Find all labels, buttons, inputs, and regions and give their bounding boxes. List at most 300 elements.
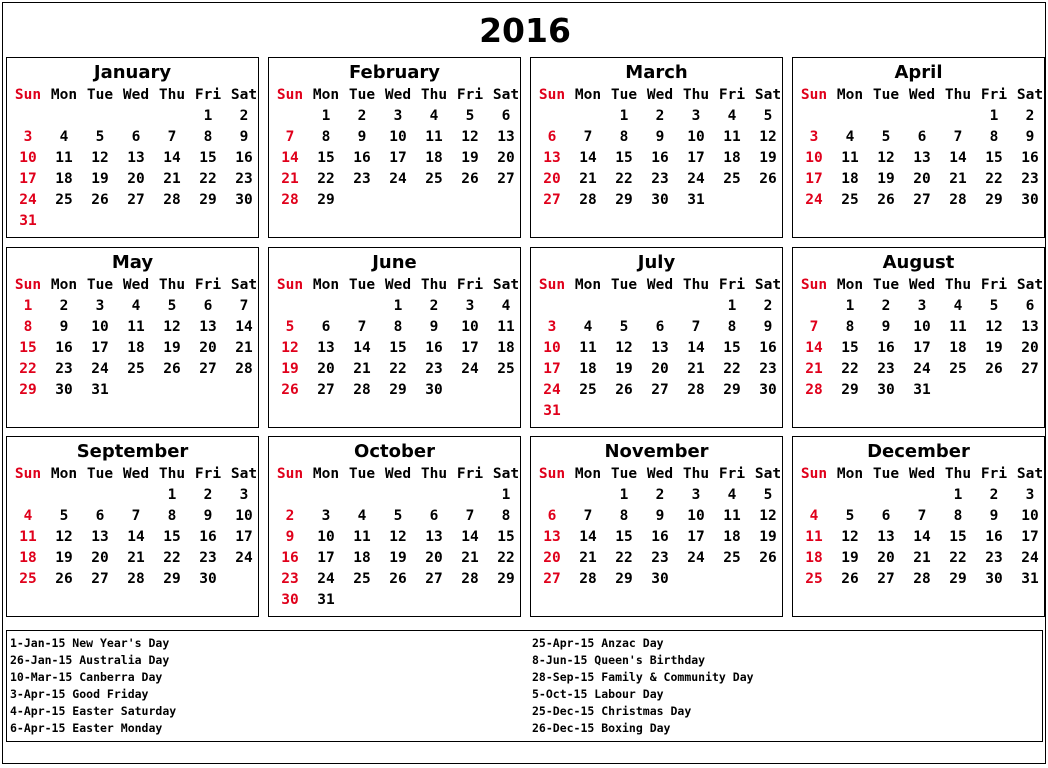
day-cell: 18 <box>127 340 145 356</box>
day-cell: 24 <box>19 192 37 208</box>
day-cell: 13 <box>425 529 443 545</box>
day-cell: 28 <box>281 192 299 208</box>
day-cell: 6 <box>131 129 141 145</box>
day-cell: 14 <box>235 319 253 335</box>
day-cell: 18 <box>723 150 741 166</box>
weekday-label: Sat <box>492 277 520 293</box>
month-may <box>6 247 259 428</box>
day-cell: 28 <box>949 192 967 208</box>
week-row <box>796 148 1044 169</box>
day-cell: 29 <box>949 571 967 587</box>
weekday-label: Wed <box>384 87 412 103</box>
day-cell: 6 <box>547 129 557 145</box>
day-cell: 5 <box>465 108 475 124</box>
weekday-label: Sun <box>538 277 566 293</box>
day-cell: 1 <box>393 298 403 314</box>
day-cell: 2 <box>285 508 295 524</box>
weekday-label: Sun <box>14 466 42 482</box>
day-cell: 29 <box>841 382 859 398</box>
day-cell: 29 <box>497 571 515 587</box>
day-cell: 29 <box>163 571 181 587</box>
day-cell: 19 <box>759 150 777 166</box>
day-cell: 7 <box>239 298 249 314</box>
day-cell: 25 <box>805 571 823 587</box>
day-cell: 24 <box>687 171 705 187</box>
week-row <box>10 106 258 127</box>
day-cell: 22 <box>317 171 335 187</box>
day-cell: 30 <box>759 382 777 398</box>
week-row <box>272 127 520 148</box>
weekday-label: Thu <box>944 87 972 103</box>
month-february <box>268 57 521 238</box>
weekday-label: Tue <box>86 466 114 482</box>
day-cell: 7 <box>583 129 593 145</box>
day-cell: 18 <box>55 171 73 187</box>
day-cell: 1 <box>619 487 629 503</box>
day-cell: 12 <box>841 529 859 545</box>
weekday-label: Fri <box>718 277 746 293</box>
day-cell: 19 <box>985 340 1003 356</box>
day-cell: 10 <box>91 319 109 335</box>
day-cell: 13 <box>913 150 931 166</box>
day-cell: 1 <box>727 298 737 314</box>
week-row <box>534 338 782 359</box>
weekday-label: Mon <box>836 466 864 482</box>
week-row <box>272 338 520 359</box>
day-cell: 12 <box>163 319 181 335</box>
weekday-label: Tue <box>348 466 376 482</box>
weekday-label: Mon <box>312 277 340 293</box>
week-row <box>534 527 782 548</box>
day-cell: 31 <box>913 382 931 398</box>
day-cell: 1 <box>321 108 331 124</box>
day-cell: 27 <box>877 571 895 587</box>
day-cell: 28 <box>687 382 705 398</box>
weekday-label: Fri <box>980 466 1008 482</box>
day-cell: 2 <box>881 298 891 314</box>
day-cell: 8 <box>845 319 855 335</box>
day-cell: 13 <box>317 340 335 356</box>
day-cell: 30 <box>425 382 443 398</box>
day-cell: 6 <box>881 508 891 524</box>
day-cell: 12 <box>461 129 479 145</box>
weekday-label: Sun <box>276 466 304 482</box>
day-cell: 16 <box>199 529 217 545</box>
day-cell: 28 <box>353 382 371 398</box>
weekday-label: Thu <box>420 87 448 103</box>
day-cell: 30 <box>651 192 669 208</box>
week-row <box>10 527 258 548</box>
day-cell: 11 <box>723 508 741 524</box>
day-cell: 17 <box>543 361 561 377</box>
day-cell: 1 <box>619 108 629 124</box>
week-row <box>10 359 258 380</box>
month-name: January <box>93 62 172 83</box>
month-january <box>6 57 259 238</box>
day-cell: 1 <box>845 298 855 314</box>
day-cell: 12 <box>759 129 777 145</box>
day-cell: 29 <box>317 192 335 208</box>
weekday-label: Sun <box>14 87 42 103</box>
day-cell: 7 <box>167 129 177 145</box>
weekday-label: Sat <box>230 87 258 103</box>
day-cell: 13 <box>651 340 669 356</box>
day-cell: 5 <box>881 129 891 145</box>
day-cell: 3 <box>809 129 819 145</box>
day-cell: 1 <box>203 108 213 124</box>
day-cell: 13 <box>497 129 515 145</box>
weekday-header-row <box>534 85 782 106</box>
holiday-column-left <box>10 635 510 737</box>
week-row <box>10 169 258 190</box>
day-cell: 28 <box>913 571 931 587</box>
day-cell: 29 <box>985 192 1003 208</box>
day-cell: 3 <box>917 298 927 314</box>
day-cell: 12 <box>759 508 777 524</box>
day-cell: 3 <box>465 298 475 314</box>
holiday-list <box>6 630 1043 742</box>
day-cell: 10 <box>461 319 479 335</box>
day-cell: 2 <box>357 108 367 124</box>
day-cell: 14 <box>913 529 931 545</box>
day-cell: 9 <box>655 129 665 145</box>
day-cell: 7 <box>917 508 927 524</box>
weekday-label: Fri <box>456 466 484 482</box>
day-cell: 15 <box>19 340 37 356</box>
weekday-label: Fri <box>194 87 222 103</box>
weekday-header-row <box>272 464 520 485</box>
day-cell: 16 <box>55 340 73 356</box>
holiday-item: 8-Jun-15 Queen's Birthday <box>532 653 706 667</box>
day-cell: 22 <box>949 550 967 566</box>
month-name: October <box>354 441 435 462</box>
day-cell: 7 <box>583 508 593 524</box>
day-cell: 20 <box>543 550 561 566</box>
day-cell: 8 <box>989 129 999 145</box>
day-cell: 25 <box>353 571 371 587</box>
day-cell: 7 <box>131 508 141 524</box>
day-cell: 22 <box>723 361 741 377</box>
day-cell: 5 <box>763 108 773 124</box>
day-cell: 19 <box>615 361 633 377</box>
day-cell: 23 <box>651 550 669 566</box>
day-cell: 24 <box>805 192 823 208</box>
day-cell: 22 <box>199 171 217 187</box>
weekday-label: Sat <box>754 277 782 293</box>
calendar-page <box>2 2 1046 764</box>
weekday-label: Wed <box>122 277 150 293</box>
day-cell: 26 <box>841 571 859 587</box>
day-cell: 8 <box>321 129 331 145</box>
day-cell: 11 <box>723 129 741 145</box>
day-cell: 16 <box>759 340 777 356</box>
weekday-header-row <box>10 464 258 485</box>
day-cell: 25 <box>723 550 741 566</box>
day-cell: 21 <box>913 550 931 566</box>
day-cell: 21 <box>579 171 597 187</box>
day-cell: 18 <box>425 150 443 166</box>
weekday-label: Wed <box>122 87 150 103</box>
day-cell: 11 <box>425 129 443 145</box>
holiday-item: 26-Dec-15 Boxing Day <box>532 721 671 735</box>
day-cell: 12 <box>55 529 73 545</box>
day-cell: 27 <box>127 192 145 208</box>
day-cell: 6 <box>429 508 439 524</box>
week-row <box>10 569 258 590</box>
day-cell: 14 <box>949 150 967 166</box>
weekday-label: Fri <box>194 277 222 293</box>
weekday-label: Thu <box>158 87 186 103</box>
day-cell: 16 <box>353 150 371 166</box>
day-cell: 7 <box>285 129 295 145</box>
weekday-header-row <box>10 275 258 296</box>
week-row <box>534 380 782 401</box>
week-row <box>796 106 1044 127</box>
holiday-item: 5-Oct-15 Labour Day <box>532 687 664 701</box>
day-cell: 14 <box>127 529 145 545</box>
week-row <box>272 106 520 127</box>
week-row <box>10 211 258 232</box>
day-cell: 8 <box>619 129 629 145</box>
day-cell: 6 <box>917 129 927 145</box>
day-cell: 24 <box>389 171 407 187</box>
holiday-item: 26-Jan-15 Australia Day <box>10 653 170 667</box>
day-cell: 10 <box>913 319 931 335</box>
day-cell: 4 <box>357 508 367 524</box>
weekday-label: Wed <box>908 277 936 293</box>
day-cell: 4 <box>131 298 141 314</box>
day-cell: 9 <box>239 129 249 145</box>
day-cell: 4 <box>727 487 737 503</box>
day-cell: 9 <box>655 508 665 524</box>
day-cell: 24 <box>687 550 705 566</box>
day-cell: 7 <box>809 319 819 335</box>
week-row <box>10 317 258 338</box>
day-cell: 19 <box>759 529 777 545</box>
day-cell: 27 <box>317 382 335 398</box>
day-cell: 13 <box>127 150 145 166</box>
day-cell: 3 <box>1025 487 1035 503</box>
week-row <box>796 485 1044 506</box>
week-row <box>272 317 520 338</box>
day-cell: 4 <box>23 508 33 524</box>
day-cell: 15 <box>841 340 859 356</box>
weekday-label: Tue <box>348 87 376 103</box>
day-cell: 20 <box>317 361 335 377</box>
day-cell: 22 <box>389 361 407 377</box>
month-october <box>268 436 521 617</box>
holiday-item: 25-Dec-15 Christmas Day <box>532 704 692 718</box>
day-cell: 6 <box>95 508 105 524</box>
day-cell: 7 <box>357 319 367 335</box>
day-cell: 10 <box>805 150 823 166</box>
day-cell: 7 <box>465 508 475 524</box>
day-cell: 5 <box>763 487 773 503</box>
week-row <box>796 506 1044 527</box>
month-name: December <box>867 441 970 462</box>
day-cell: 8 <box>953 508 963 524</box>
day-cell: 9 <box>763 319 773 335</box>
day-cell: 5 <box>59 508 69 524</box>
day-cell: 21 <box>687 361 705 377</box>
week-row <box>272 169 520 190</box>
day-cell: 2 <box>655 487 665 503</box>
day-cell: 17 <box>805 171 823 187</box>
day-cell: 16 <box>1021 150 1039 166</box>
weekday-label: Fri <box>718 87 746 103</box>
day-cell: 11 <box>497 319 515 335</box>
day-cell: 2 <box>655 108 665 124</box>
weekday-header-row <box>796 464 1044 485</box>
day-cell: 25 <box>841 192 859 208</box>
day-cell: 1 <box>23 298 33 314</box>
weekday-label: Thu <box>682 466 710 482</box>
day-cell: 13 <box>91 529 109 545</box>
week-row <box>10 380 258 401</box>
day-cell: 6 <box>655 319 665 335</box>
weekday-label: Wed <box>122 466 150 482</box>
week-row <box>796 317 1044 338</box>
day-cell: 21 <box>949 171 967 187</box>
weekday-label: Sat <box>1016 466 1044 482</box>
day-cell: 17 <box>461 340 479 356</box>
day-cell: 11 <box>841 150 859 166</box>
day-cell: 8 <box>501 508 511 524</box>
day-cell: 4 <box>501 298 511 314</box>
day-cell: 16 <box>651 529 669 545</box>
day-cell: 3 <box>23 129 33 145</box>
day-cell: 2 <box>59 298 69 314</box>
day-cell: 29 <box>389 382 407 398</box>
weekday-label: Wed <box>646 87 674 103</box>
weekday-header-row <box>272 275 520 296</box>
day-cell: 26 <box>163 361 181 377</box>
day-cell: 2 <box>989 487 999 503</box>
week-row <box>272 148 520 169</box>
day-cell: 28 <box>461 571 479 587</box>
day-cell: 12 <box>389 529 407 545</box>
weekday-label: Sat <box>230 466 258 482</box>
day-cell: 4 <box>429 108 439 124</box>
weekday-label: Thu <box>944 277 972 293</box>
month-july <box>530 247 783 428</box>
week-row <box>272 527 520 548</box>
day-cell: 3 <box>393 108 403 124</box>
day-cell: 21 <box>579 550 597 566</box>
day-cell: 22 <box>497 550 515 566</box>
day-cell: 22 <box>615 550 633 566</box>
month-november <box>530 436 783 617</box>
day-cell: 29 <box>199 192 217 208</box>
weekday-header-row <box>534 275 782 296</box>
day-cell: 10 <box>19 150 37 166</box>
day-cell: 8 <box>203 129 213 145</box>
weekday-label: Sat <box>1016 277 1044 293</box>
day-cell: 15 <box>615 150 633 166</box>
week-row <box>272 506 520 527</box>
weekday-header-row <box>10 85 258 106</box>
day-cell: 19 <box>461 150 479 166</box>
day-cell: 2 <box>429 298 439 314</box>
weekday-label: Thu <box>682 87 710 103</box>
day-cell: 2 <box>239 108 249 124</box>
week-row <box>272 569 520 590</box>
day-cell: 26 <box>389 571 407 587</box>
weekday-label: Wed <box>384 277 412 293</box>
weekday-label: Mon <box>312 466 340 482</box>
month-name: August <box>882 252 955 273</box>
weekday-header-row <box>534 464 782 485</box>
weekday-label: Tue <box>872 466 900 482</box>
month-april <box>792 57 1045 238</box>
weekday-label: Mon <box>836 87 864 103</box>
day-cell: 18 <box>19 550 37 566</box>
day-cell: 20 <box>651 361 669 377</box>
day-cell: 8 <box>619 508 629 524</box>
day-cell: 12 <box>615 340 633 356</box>
day-cell: 19 <box>91 171 109 187</box>
week-row <box>10 338 258 359</box>
weekday-header-row <box>796 275 1044 296</box>
month-june <box>268 247 521 428</box>
day-cell: 21 <box>163 171 181 187</box>
weekday-label: Sun <box>800 87 828 103</box>
weekday-label: Mon <box>50 466 78 482</box>
day-cell: 18 <box>949 340 967 356</box>
day-cell: 28 <box>579 192 597 208</box>
day-cell: 30 <box>1021 192 1039 208</box>
holiday-item: 6-Apr-15 Easter Monday <box>10 721 163 735</box>
day-cell: 10 <box>1021 508 1039 524</box>
weekday-label: Wed <box>908 87 936 103</box>
month-name: July <box>637 252 676 273</box>
week-row <box>796 527 1044 548</box>
weekday-label: Thu <box>158 277 186 293</box>
weekday-label: Mon <box>50 277 78 293</box>
day-cell: 21 <box>353 361 371 377</box>
day-cell: 15 <box>985 150 1003 166</box>
weekday-header-row <box>272 85 520 106</box>
day-cell: 4 <box>953 298 963 314</box>
day-cell: 24 <box>913 361 931 377</box>
week-row <box>534 296 782 317</box>
day-cell: 17 <box>1021 529 1039 545</box>
month-december <box>792 436 1045 617</box>
week-row <box>10 148 258 169</box>
day-cell: 4 <box>59 129 69 145</box>
day-cell: 15 <box>199 150 217 166</box>
day-cell: 9 <box>1025 129 1035 145</box>
day-cell: 9 <box>203 508 213 524</box>
day-cell: 21 <box>235 340 253 356</box>
week-row <box>534 127 782 148</box>
day-cell: 23 <box>425 361 443 377</box>
day-cell: 16 <box>877 340 895 356</box>
day-cell: 31 <box>19 213 37 229</box>
day-cell: 5 <box>285 319 295 335</box>
day-cell: 14 <box>281 150 299 166</box>
holiday-item: 28-Sep-15 Family & Community Day <box>532 670 754 684</box>
day-cell: 31 <box>543 403 561 419</box>
day-cell: 24 <box>461 361 479 377</box>
day-cell: 25 <box>19 571 37 587</box>
day-cell: 27 <box>543 192 561 208</box>
day-cell: 9 <box>429 319 439 335</box>
day-cell: 23 <box>55 361 73 377</box>
day-cell: 8 <box>23 319 33 335</box>
day-cell: 18 <box>353 550 371 566</box>
day-cell: 24 <box>235 550 253 566</box>
